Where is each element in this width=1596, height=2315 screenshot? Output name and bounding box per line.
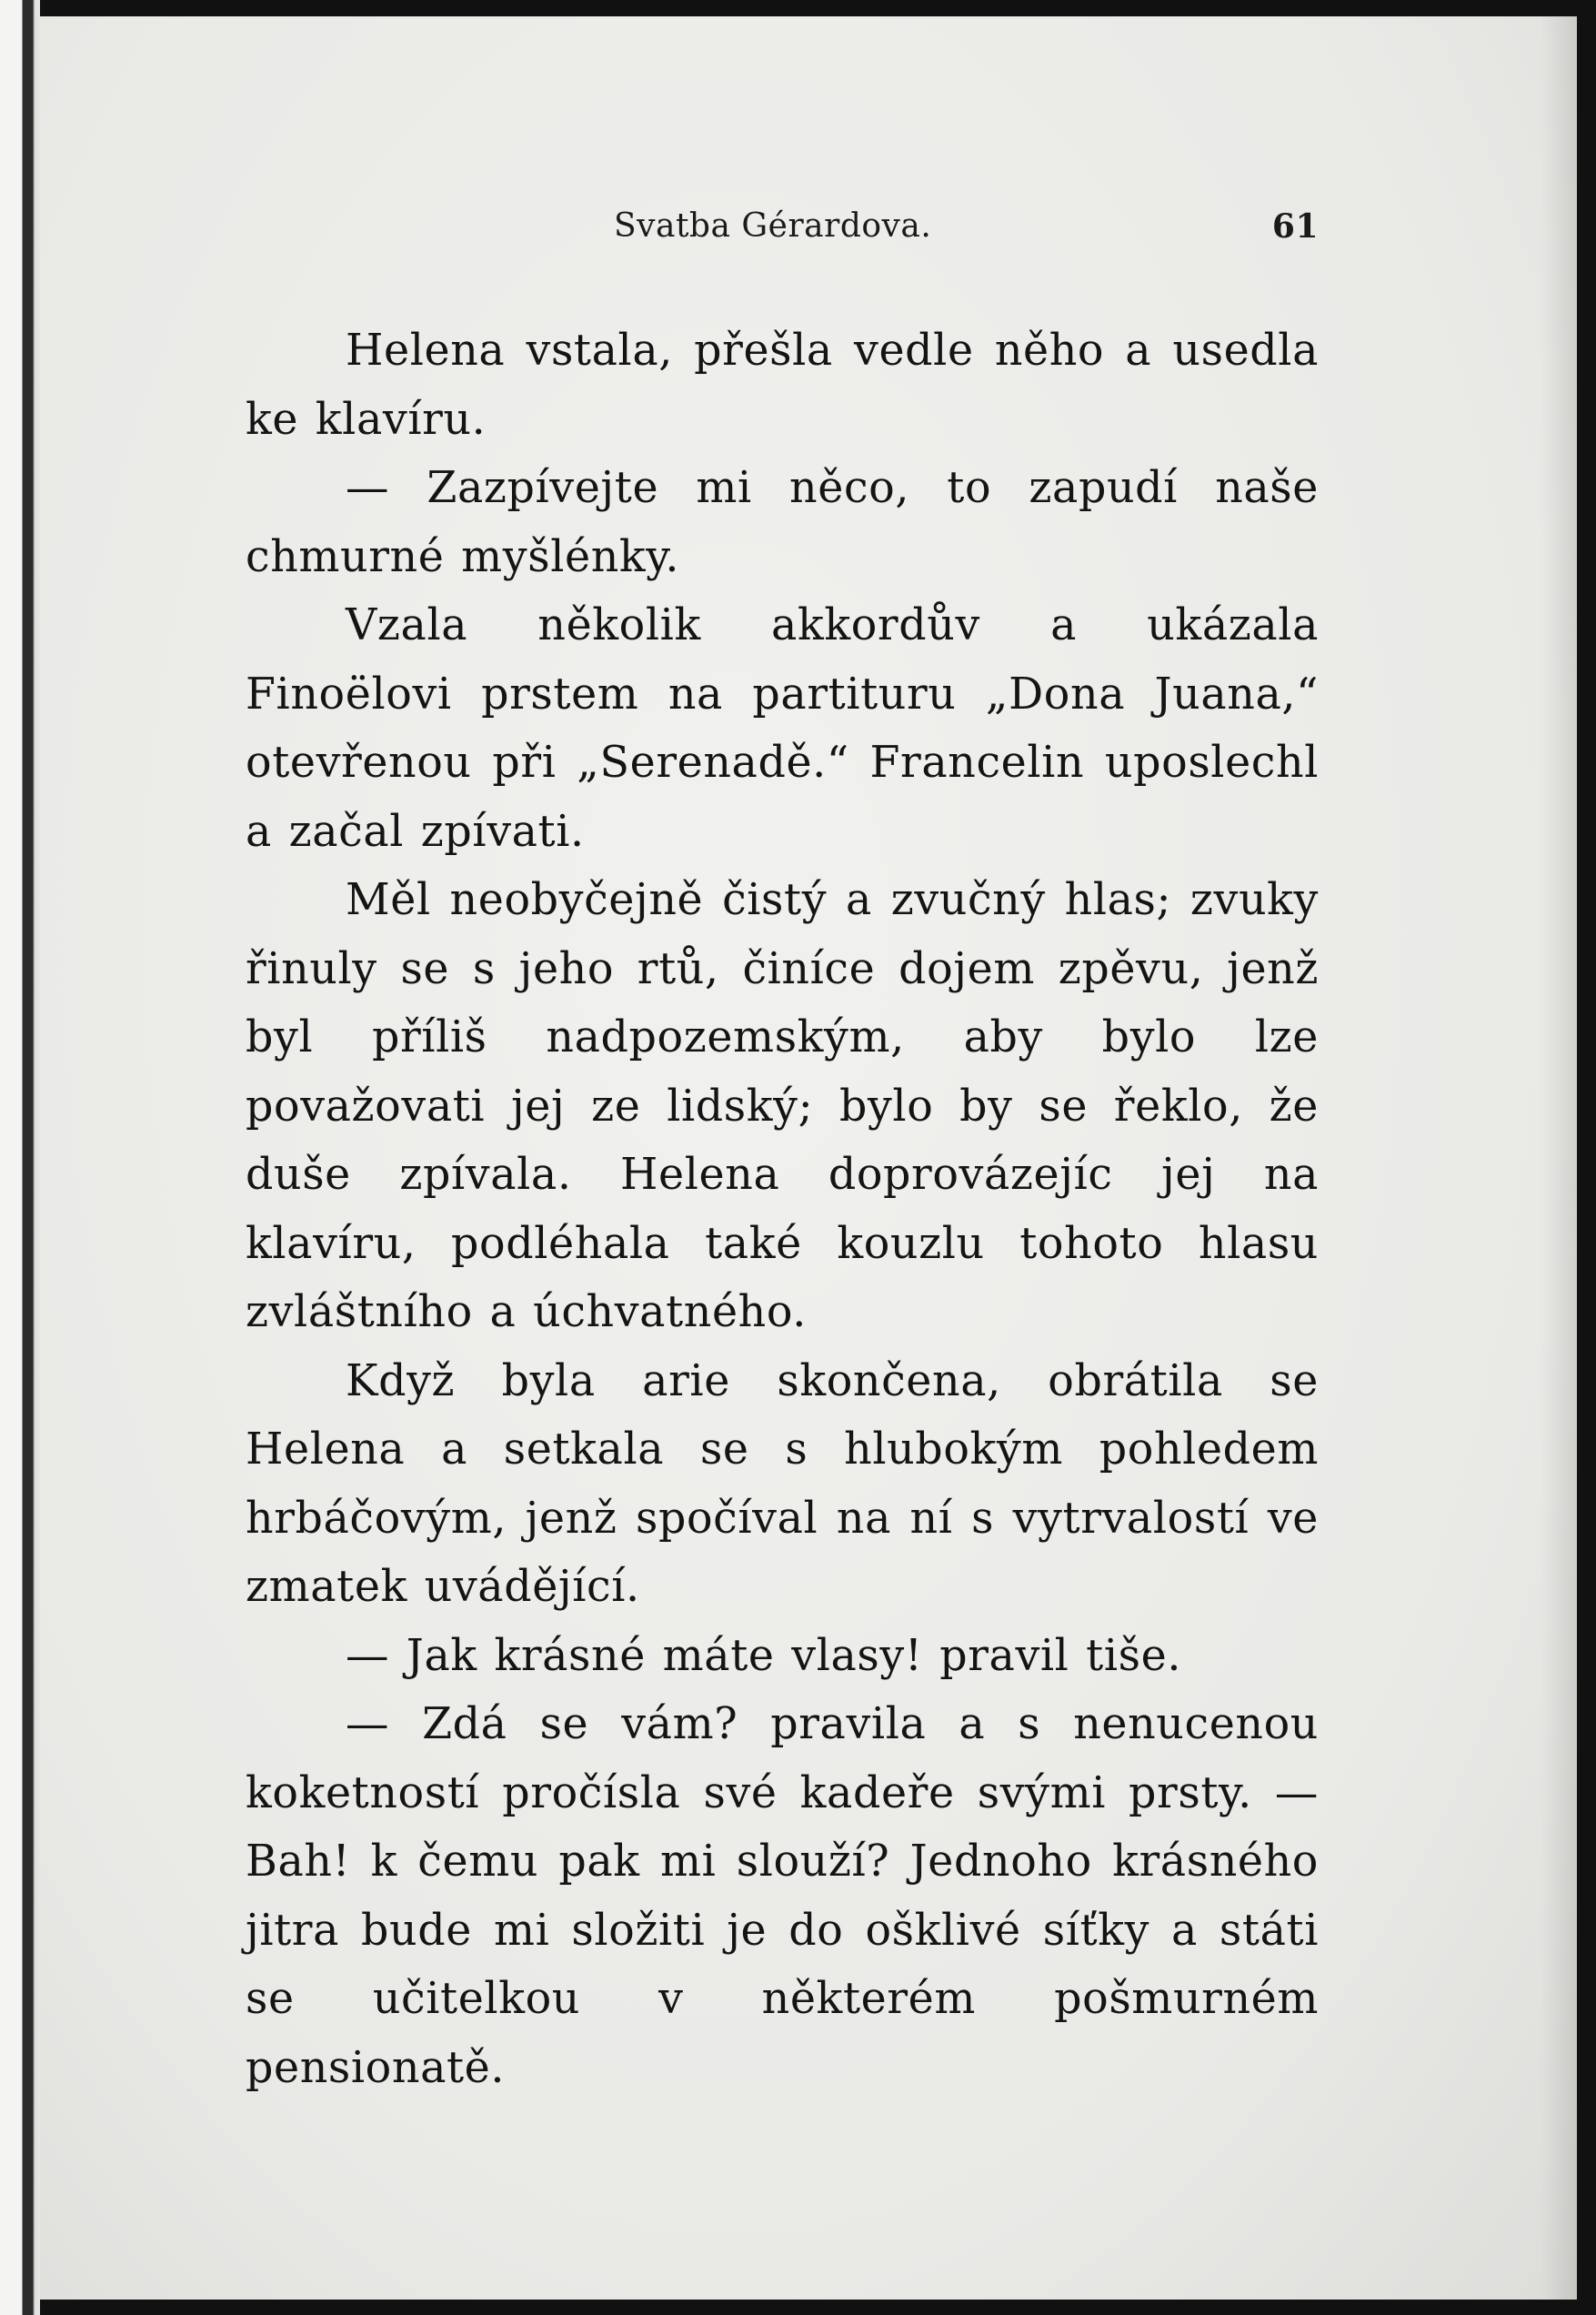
paragraph: Měl neobyčejně čistý a zvučný hlas; zvuky řinuly se s jeho rtů, činíce dojem zpěvu, jenž byl příliš nadpozemským, aby bylo lze považovati jej ze lidský; bylo by se řeklo, že duše zpívala. Helena doprovázejíc jej na klavíru, podléhala také kouzlu tohoto hlasu zvláštního a úchvatného.	[246, 875, 1319, 1337]
page-edge-shadow	[1541, 16, 1577, 2300]
paragraph: — Jak krásné máte vlasy! pravil tiše.	[346, 1630, 1182, 1681]
paragraph: — Zdá se vám? pravila a s nenucenou koketností pročísla své kadeře svými prsty. — Bah! k čemu pak mi slouží? Jednoho krásného jitra bude mi složiti je do ošklivé síťky a státi se učitelkou v některém pošmurném pensionatě.	[246, 1699, 1319, 2093]
paragraph: — Zazpívejte mi něco, to zapudí naše chmurné myšlénky.	[246, 463, 1319, 582]
paragraph: Vzala několik akkordův a ukázala Finoëlovi prstem na partituru „Dona Juana,“ otevřenou při „Serenadě.“ Francelin uposlechl a začal zpívati.	[246, 600, 1319, 857]
paragraph: Helena vstala, přešla vedle něho a usedla ke klavíru.	[246, 326, 1319, 445]
page-header	[614, 207, 1319, 253]
page-binding-edge	[0, 0, 40, 2315]
running-title: Svatba Gérardova.	[614, 207, 932, 245]
page-number: 61	[1271, 207, 1319, 246]
body-text	[246, 317, 1319, 2102]
paragraph: Když byla arie skončena, obrátila se Helena a setkala se s hlubokým pohledem hrbáčovým, jenž spočíval na ní s vytrvalostí ve zmatek uvádějící.	[246, 1355, 1319, 1612]
